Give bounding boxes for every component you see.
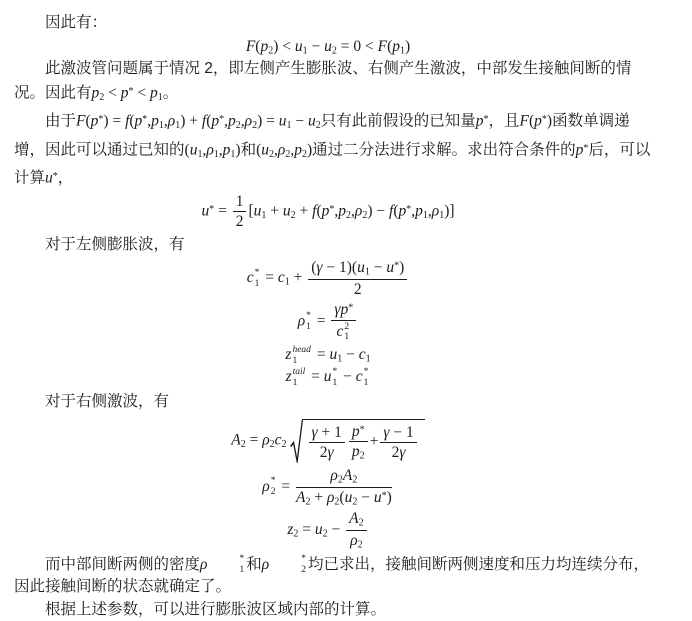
text-run: 根据上述参数，可以进行膨胀波区域内部的计算。 [45,600,387,618]
equation-rho1-star [14,301,660,343]
math-text: ( [129,112,135,130]
radical [290,419,425,463]
math-text: ) [306,141,313,158]
subscript: 1 [306,322,311,333]
text-run: ，且 [488,112,520,130]
denominator [349,442,368,462]
math-variable: p [151,112,159,130]
subscript: 2 [285,148,291,160]
math-variable: p [222,141,231,158]
math-text: + 1 [317,423,342,441]
math-variable: ρ [262,477,270,495]
math-text: − [307,37,325,55]
subscript: 1 [286,120,292,131]
fraction [296,467,392,507]
math-variable: F [377,37,388,55]
math-text: ( [529,112,535,130]
paragraph-contact-discontinuity [14,554,660,599]
subscript: 1 [363,377,369,388]
math-text: ( [316,202,322,220]
math-variable: ρ [262,431,270,449]
text-run: 因此有： [45,14,108,31]
subscript: 1 [365,353,371,365]
math-variable: u [261,141,269,158]
subscript: 2 [305,496,311,508]
stacked-script [293,367,306,388]
subscript: 1 [239,564,245,575]
math-variable: p [321,202,330,220]
math-variable: f [389,202,394,220]
subscript: 2 [346,209,352,221]
math-variable: p [228,112,236,130]
math-variable: p [120,84,129,101]
text-run: 和 [246,555,262,573]
subscript: 1 [332,377,338,388]
subscript: 2 [269,438,275,450]
subscript: 2 [301,148,307,160]
subscript: 2 [269,148,274,160]
math-text: ) [399,259,405,277]
denominator [296,488,392,508]
text-run: 。 [162,84,179,101]
math-variable: F [76,112,86,130]
subscript: 2 [362,209,368,221]
math-text: < [104,84,121,101]
subscript: 2 [315,120,321,131]
math-variable: z [287,521,294,539]
math-text: = [298,521,315,539]
math-text: ) [405,37,411,55]
math-variable: F [245,37,256,55]
superscript: * [270,476,276,487]
math-variable: ρ [261,555,270,573]
stacked-script [255,268,260,289]
math-variable: u [329,346,338,364]
math-variable: u [201,202,210,220]
math-text: + [310,488,327,506]
math-variable: c [274,431,282,449]
math-variable: p [211,112,220,130]
subscript: 1 [400,45,405,56]
superscript: * [306,311,311,322]
math-variable: p [351,422,360,440]
math-variable: ρ [277,141,286,158]
subscript: 2 [252,120,258,131]
stacked-script [270,554,306,575]
math-variable: c [246,269,254,287]
paragraph-left-expansion-wave-label [14,234,660,257]
math-text: ) = [103,112,126,130]
equation-z1-tail [14,367,660,388]
math-variable: F [519,112,529,130]
text-run: 后，可以计算 [14,141,651,187]
math-text: + [289,269,307,287]
subscript: 2 [270,487,276,498]
subscript: 2 [334,496,340,508]
math-text: , [147,112,152,130]
math-variable: u [189,141,198,158]
subscript: 1 [175,120,181,131]
math-variable: u [373,488,382,506]
math-variable: u [386,259,395,277]
subscript: 1 [158,120,164,131]
math-text: 2 [235,213,244,231]
math-variable: ρ [167,112,176,130]
subscript: 2 [322,528,328,540]
math-text: + [295,202,313,220]
subscript: 1 [157,91,163,103]
math-text: 2 [353,280,362,298]
math-variable: ρ [326,488,335,506]
paragraph-bisection-method [14,109,660,190]
superscript: * [52,171,58,182]
subscript: 1 [292,377,298,388]
equation-z2 [14,510,660,550]
superscript: * [209,203,215,215]
numerator [349,423,368,442]
stacked-script [208,554,244,575]
paragraph-final-note [14,599,660,621]
math-text: , [218,141,223,158]
math-variable: ρ [350,531,358,549]
superscript: * [219,114,225,125]
subscript: 2 [99,91,105,103]
superscript: tail [292,367,306,378]
math-variable: ρ [244,112,253,130]
math-text: , [224,112,229,130]
math-variable: u [323,368,332,386]
superscript: * [329,203,335,215]
math-text: , [163,112,168,130]
superscript: * [239,553,245,564]
subscript: 2 [293,528,299,540]
math-variable: u [45,169,53,187]
math-text: + [369,433,379,451]
math-text: ) [235,141,241,158]
superscript: * [406,203,412,215]
numerator [233,193,247,212]
equation-rho2-star [14,467,660,507]
paragraph-case-description [14,58,660,109]
superscript: * [348,302,354,314]
math-variable: f [125,112,130,130]
math-variable: p [415,202,423,220]
subscript: 1 [344,332,350,343]
subscript: 2 [352,496,358,508]
math-variable: c [355,368,363,386]
math-variable: ρ [354,202,363,220]
numerator [346,510,366,531]
subscript: 1 [284,276,290,288]
math-text: = [261,269,278,287]
subscript: 1 [261,209,267,221]
radicand [302,419,425,463]
numerator [331,301,356,320]
math-text: 1 [235,193,244,210]
fraction [331,301,356,343]
superscript: * [128,85,134,97]
math-text: − 1)( [322,259,358,277]
equation-u-star [14,193,660,231]
numerator [308,259,407,280]
stacked-script [306,311,311,332]
math-text: ) = [257,112,279,130]
math-variable: ρ [297,312,306,330]
math-variable: u [253,202,262,220]
denominator [331,321,356,343]
superscript: 2 [344,321,350,332]
text-run: 对于左侧膨胀波，有 [45,235,185,253]
denominator [309,443,345,461]
subscript: 2 [281,438,287,450]
math-variable: p [91,84,100,101]
subscript: 2 [359,450,365,462]
math-text: = [312,312,330,330]
math-variable: p [475,112,484,130]
superscript: * [363,367,369,378]
math-variable: u [344,488,353,506]
denominator [308,280,407,298]
subscript: 2 [358,517,364,529]
subscript: 2 [357,539,363,551]
math-text: ( [339,488,345,506]
math-text: , [290,141,295,158]
denominator [233,212,247,230]
math-text: = [277,477,294,495]
superscript: * [254,268,260,279]
numerator [296,467,392,488]
text-run: 通过二分法进行求解。求出符合条件的 [312,141,576,158]
math-text: )] [444,202,455,220]
math-variable: f [312,202,317,220]
math-text: − [291,112,308,130]
math-variable: γ [399,443,406,461]
numerator [380,424,416,443]
subscript: 1 [439,209,445,221]
subscript: 2 [331,45,337,56]
math-text: ) < [273,37,295,55]
math-variable: A [295,488,306,506]
math-text: ( [311,259,317,277]
math-variable: p [260,37,269,55]
superscript: * [381,490,387,502]
math-text: = 0 < [336,37,378,55]
math-text: ( [206,112,212,130]
text-run: 均已求出，接触间断两侧速度和压力均连续分布，因此接触间断的状态就确定了。 [14,555,649,596]
math-variable: γ [316,259,323,277]
math-variable: γ [327,443,334,461]
math-text: ( [393,202,399,220]
math-text: ( [256,141,262,158]
math-text: = [245,431,263,449]
math-text: − [327,521,345,539]
superscript: * [142,114,148,125]
math-variable: z [285,346,292,364]
math-variable: u [357,259,365,277]
equation-f-inequality [14,38,660,57]
math-text: , [427,202,432,220]
math-variable: c [277,269,285,287]
math-variable: u [294,37,303,55]
math-text: − [369,259,387,277]
subscript: 2 [235,120,241,131]
stacked-script [333,367,338,388]
stacked-script [271,476,276,497]
subscript: 1 [302,45,308,56]
math-variable: A [342,466,353,484]
math-variable: u [324,37,332,55]
subscript: 1 [254,278,260,289]
math-variable: p [338,202,347,220]
fraction [308,259,407,298]
math-text: [ [248,202,254,220]
math-variable: p [392,37,400,55]
text-run: 而中部间断两侧的密度 [45,555,201,573]
superscript: * [394,260,400,272]
denominator [380,443,416,461]
superscript: * [541,114,547,125]
numerator [309,424,345,443]
paragraph-intro [14,12,660,35]
text-run: 由于 [45,112,77,130]
math-variable: ρ [200,555,208,573]
math-text: ( [184,141,190,158]
superscript: * [583,142,589,154]
math-variable: ρ [431,202,440,220]
math-text: , [411,202,416,220]
math-variable: u [282,202,291,220]
math-text: < [133,84,151,101]
subscript: 2 [301,564,306,575]
text-run: 函数单调递增，因此可以通过已知的 [14,112,630,158]
math-text: , [334,202,339,220]
subscript: 1 [364,266,370,278]
math-variable: p [534,112,542,130]
fraction [233,193,247,231]
math-variable: ρ [330,466,338,484]
math-text: , [351,202,355,220]
superscript: * [483,114,489,125]
math-variable: γp [334,301,349,319]
fraction [349,423,368,462]
math-variable: c [336,322,344,340]
math-variable: p [351,443,360,461]
subscript: 1 [197,148,203,160]
subscript: 1 [292,355,298,366]
text-run: 此激波管问题属于情况 2，即左侧产生膨胀波、右侧产生激波，中部发生接触间断的情况。因此有 [14,60,632,101]
math-text: = [214,202,231,220]
math-variable: p [398,202,407,220]
subscript: 1 [422,209,428,221]
equation-z1-head [14,345,660,366]
math-text: , [202,141,207,158]
math-variable: γ [311,423,318,441]
math-variable: A [231,431,241,449]
superscript: head [292,344,311,355]
math-text: 2 [391,443,400,461]
fraction [346,510,366,550]
math-variable: p [134,112,143,130]
math-text: = [307,368,324,386]
stacked-script [344,322,349,343]
math-variable: c [358,346,366,364]
paragraph-right-shock-wave-label [14,391,660,414]
text-run: ， [57,169,74,187]
subscript: 2 [290,209,296,221]
equation-a2 [14,419,660,463]
denominator [346,531,366,551]
superscript: * [332,367,338,378]
math-text: ( [85,112,91,130]
equation-c1-star [14,259,660,298]
math-variable: u [314,521,323,539]
math-text: + [266,202,283,220]
math-variable: p [294,141,302,158]
math-text: ) [386,488,392,506]
subscript: 1 [230,148,236,160]
subscript: 2 [268,45,274,56]
subscript: 1 [213,148,219,160]
fraction [309,424,345,462]
stacked-script [364,367,369,388]
math-text: ) − [367,202,389,220]
subscript: 2 [240,438,246,450]
math-text: 2 [319,443,328,461]
math-variable: A [349,510,359,528]
math-variable: p [575,141,584,158]
superscript: * [301,553,306,564]
math-variable: p [90,112,99,130]
math-text: , [274,141,278,158]
subscript: 1 [337,353,343,365]
text-run: 只有此前假设的已知量 [320,112,476,130]
text-run: 和 [240,141,257,158]
math-text: − [357,488,374,506]
math-variable: f [201,112,207,130]
fraction [380,424,416,462]
subscript: 2 [352,474,358,486]
superscript: * [98,114,104,125]
math-variable: p [150,84,158,101]
stacked-script [292,345,310,366]
math-text: = [312,346,330,364]
math-text: ) + [180,112,202,130]
math-text: ( [255,37,261,55]
math-text: − [342,346,359,364]
text-run: 对于右侧激波，有 [45,393,170,411]
math-variable: u [308,112,316,130]
math-text: − [339,368,356,386]
superscript: * [359,424,365,436]
math-text: − 1 [389,423,414,441]
math-text: ( [387,37,393,55]
math-variable: ρ [206,141,214,158]
math-variable: u [278,112,287,130]
math-text: ) [546,112,553,130]
math-variable: γ [383,423,390,441]
subscript: 2 [337,474,343,486]
math-text: , [240,112,245,130]
math-variable: z [285,368,292,386]
